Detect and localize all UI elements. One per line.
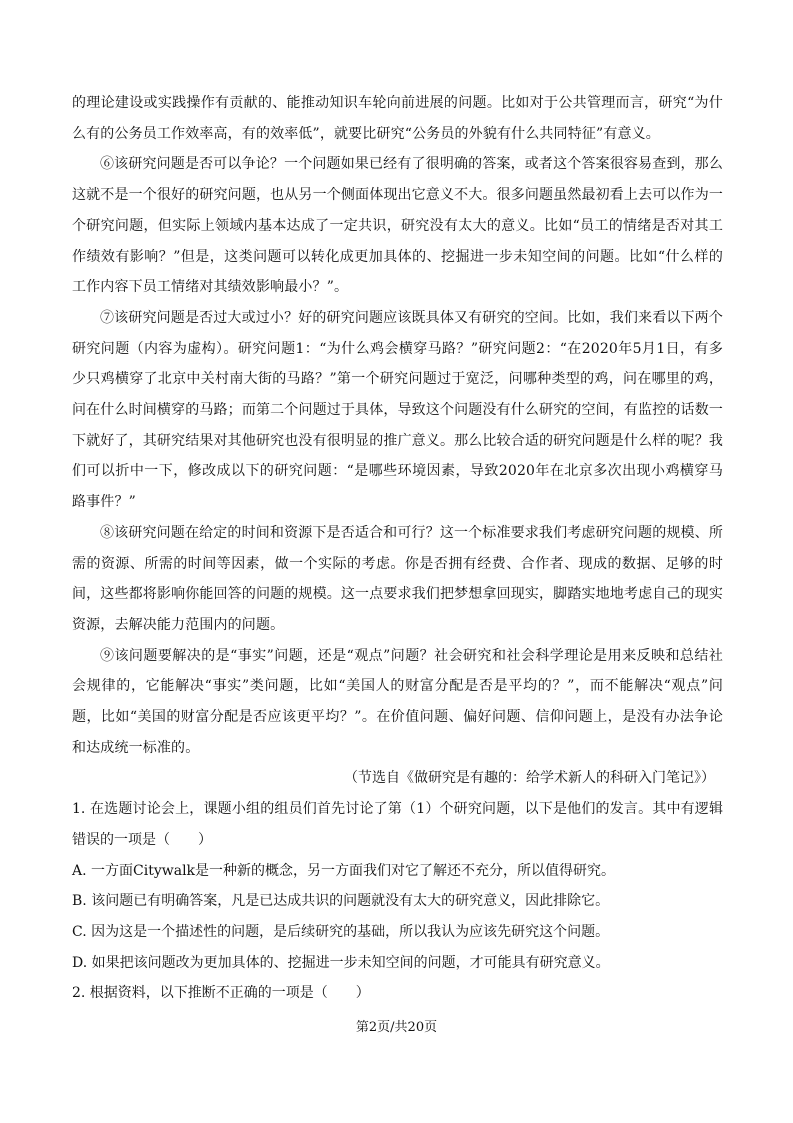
page-number: 第2页/共20页 bbox=[355, 1020, 438, 1035]
question-1-option-b: B. 该问题已有明确答案，凡是已达成共识的问题就没有太大的研究意义，因此排除它。 bbox=[72, 893, 610, 910]
paragraph-continued: 的理论建设或实践操作有贡献的、能推动知识车轮向前进展的问题。比如对于公共管理而言，研究“为什么有的公务员工作效率高，有的效率低”，就要比研究“公务员的外貌有什么共同特征”有意义。 bbox=[72, 95, 723, 142]
question-1-option-c: C. 因为这是一个描述性的问题，是后续研究的基础，所以我认为应该先研究这个问题。 bbox=[72, 923, 610, 940]
question-1-option-a: A. 一方面Citywalk是一种新的概念，另一方面我们对它了解还不充分，所以值得研究。 bbox=[72, 862, 616, 879]
paragraph-6: ⑥该研究问题是否可以争论？一个问题如果已经有了很明确的答案，或者这个答案很容易查到，那么这就不是一个很好的研究问题，也从另一个侧面体现出它意义不大。很多问题虽然最初看上去可以作为一个研究问题，但实际上领域内基本达成了一定共识，研究没有太大的意义。比如“员工的情绪是否对其工作绩效有影响？”但是，这类问题可以转化成更加具体的、挖掘进一步未知空间的问题。比如“什么样的工作内容下员工情绪对其绩效影响最小？”。 bbox=[72, 156, 723, 296]
source-citation: （节选自《做研究是有趣的：给学术新人的科研入门笔记》） bbox=[344, 770, 715, 787]
question-2-stem: 2. 根据资料，以下推断不正确的一项是（ ） bbox=[72, 985, 370, 1002]
question-1-option-d: D. 如果把该问题改为更加具体的、挖掘进一步未知空间的问题，才可能具有研究意义。 bbox=[72, 954, 610, 971]
paragraph-7: ⑦该研究问题是否过大或过小？好的研究问题应该既具体又有研究的空间。比如，我们来看以下两个研究问题（内容为虚构）。研究问题1：“为什么鸡会横穿马路？”研究问题2：“在2020年5月1日，有多少只鸡横穿了北京中关村南大街的马路？”第一个研究问题过于宽泛，问哪种类型的鸡，问在哪里的鸡，问在什么时间横穿的马路；而第二个问题过于具体，导致这个问题没有什么研究的空间，有监控的话数一下就好了，其研究结果对其他研究也没有很明显的推广意义。那么比较合适的研究问题是什么样的呢？我们可以折中一下，修改成以下的研究问题：“是哪些环境因素，导致2020年在北京多次出现小鸡横穿马路事件？” bbox=[72, 309, 723, 511]
paragraph-9: ⑨该问题要解决的是“事实”问题，还是“观点”问题？社会研究和社会科学理论是用来反映和总结社会规律的，它能解决“事实”类问题，比如“美国人的财富分配是否是平均的？”，而不能解决“观点”问题，比如“美国的财富分配是否应该更平均？”。在价值问题、偏好问题、信仰问题上，是没有办法争论和达成统一标准的。 bbox=[72, 647, 723, 756]
document-body bbox=[72, 88, 723, 1009]
question-1-stem: 1. 在选题讨论会上，课题小组的组员们首先讨论了第（1）个研究问题，以下是他们的发言。其中有逻辑错误的一项是（ ） bbox=[72, 801, 723, 848]
paragraph-8: ⑧该研究问题在给定的时间和资源下是否适合和可行？这一个标准要求我们考虑研究问题的规模、所需的资源、所需的时间等因素，做一个实际的考虑。你是否拥有经费、合作者、现成的数据、足够的时间，这些都将影响你能回答的问题的规模。这一点要求我们把梦想拿回现实，脚踏实地地考虑自己的现实资源，去解决能力范围内的问题。 bbox=[72, 524, 723, 633]
